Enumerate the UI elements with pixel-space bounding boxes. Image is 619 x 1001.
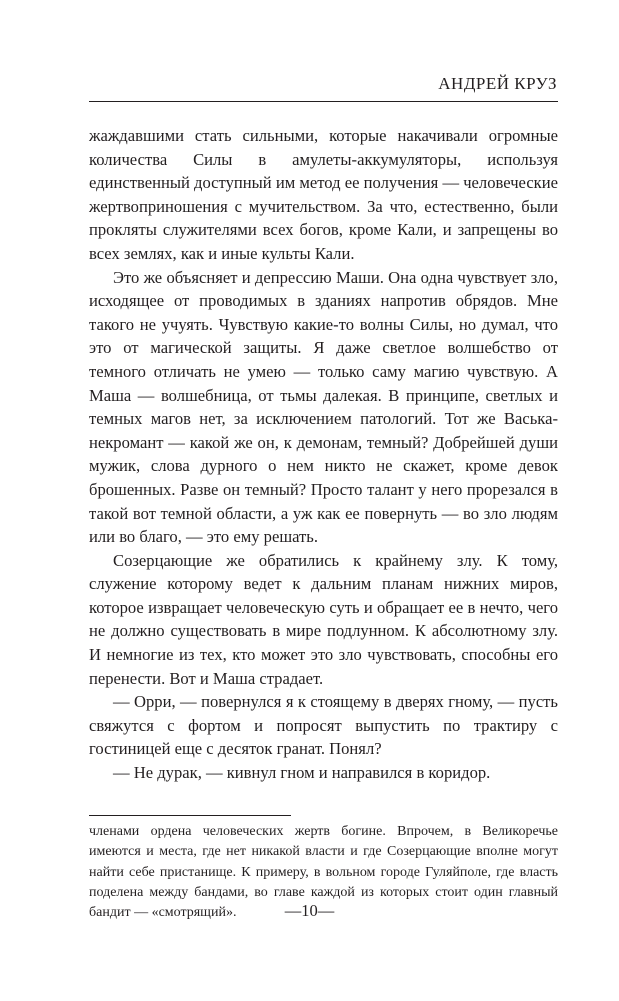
footnote: членами ордена человеческих жертв богине. Впрочем, в Великоречье имеются и места, где нет никакой власти и где Созерцающие вполне могут найти себе пристанище. К примеру, в вольном городе Гуляйполе, где власть поделена между бандами, во главе каждой из которых стоит один главный бандит — «смотрящий». — [89, 824, 558, 921]
paragraph: Это же объясняет и депрессию Маши. Она одна чувствует зло, исходящее от проводимых в зданиях напротив обрядов. Мне такого не учуять. Чувствую какие-то волны Силы, но думал, что это от магической защиты. Я даже светлое волшебство от темного отличать не умею — только саму магию чувствую. А Маша — волшебница, от тьмы далекая. В принципе, светлых и темных магов нет, за исключением патологий. Тот же Васька-некромант — какой же он, к демонам, темный? Добрейшей души мужик, слова дурного о нем никто не скажет, кроме девок брошенных. Разве он темный? Просто талант у него прорезался в такой вот темной области, а уж как ее повернуть — во зло людям или во благо, — это ему решать. — [89, 267, 558, 547]
body-text — [89, 124, 558, 785]
page-number: —10— — [284, 901, 335, 920]
header-rule — [89, 101, 558, 102]
paragraph: Созерцающие же обратились к крайнему злу. К тому, служение которому ведет к дальним планам нижних миров, которое извращает человеческую суть и обращает ее в нечто, чего не должно существовать в мире подлунном. К абсолютному злу. И немногие из тех, кто может это зло чувствовать, способны его перенести. Вот и Маша страдает. — [89, 550, 558, 688]
running-head: АНДРЕЙ КРУЗ — [438, 74, 557, 93]
footnote-rule — [89, 815, 291, 816]
dialogue-paragraph: — Орри, — повернулся я к стоящему в дверях гному, — пусть свяжутся с фортом и попросят выпустить по трактиру с гостиницей еще с десяток гранат. Понял? — [89, 692, 558, 759]
dialogue-paragraph: — Не дурак, — кивнул гном и направился в коридор. — [113, 763, 491, 783]
paragraph: жаждавшими стать сильными, которые накачивали огромные количества Силы в амулеты-аккумуляторы, используя единственный доступный им метод ее получения — человеческие жертвоприношения с мучительством. За что, естественно, были прокляты служителями всех богов, кроме Кали, и запрещены во всех землях, как и иные культы Кали. — [89, 126, 558, 263]
